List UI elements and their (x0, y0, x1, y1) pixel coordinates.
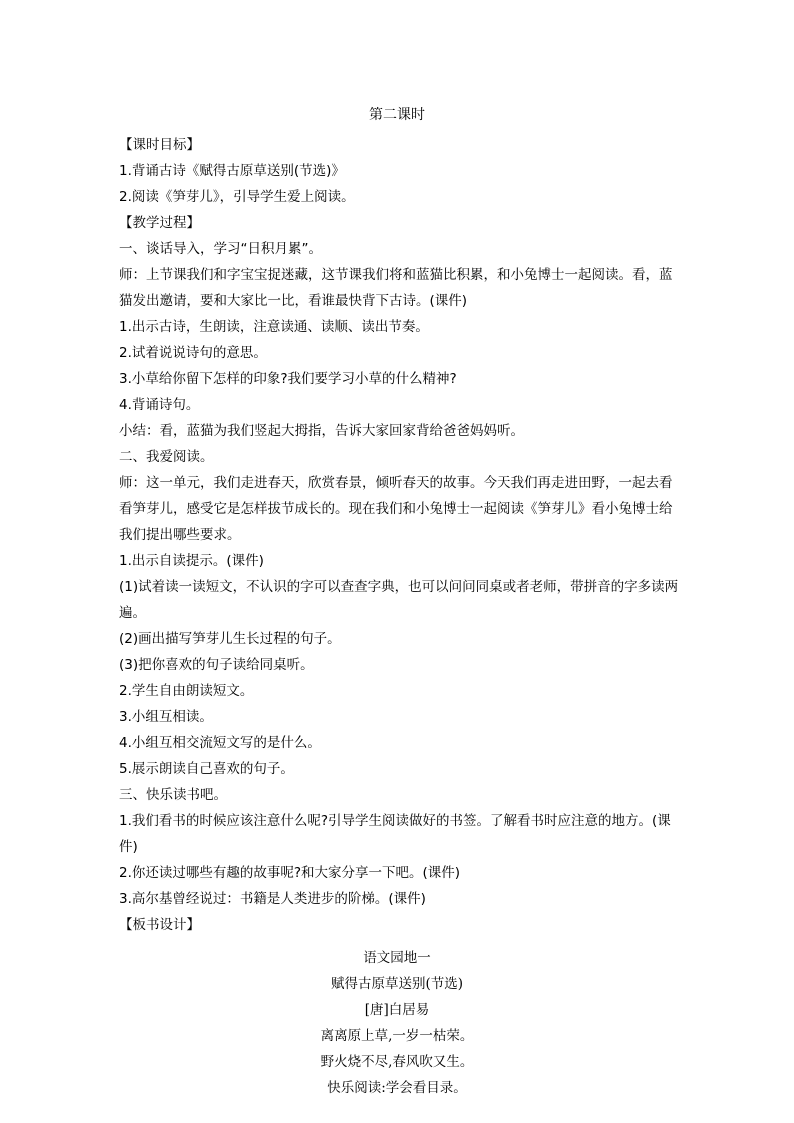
paragraph: 小结：看，蓝猫为我们竖起大拇指，告诉大家回家背给爸爸妈妈听。 (119, 423, 524, 439)
list-item: 4.背诵诗句。 (119, 397, 200, 413)
list-item: 2.学生自由朗读短文。 (119, 683, 254, 699)
list-item: 1.出示古诗，生朗读，注意读通、读顺、读出节奏。 (119, 319, 429, 335)
paragraph: 师：上节课我们和字宝宝捉迷藏，这节课我们将和蓝猫比积累，和小兔博士一起阅读。看，蓝猫发出邀请，要和大家比一比，看谁最快背下古诗。(课件) (119, 267, 673, 309)
sub-list-item: (2)画出描写笋芽儿生长过程的句子。 (119, 631, 341, 647)
list-item: 4.小组互相交流短文写的是什么。 (119, 735, 321, 751)
board-design (0, 945, 794, 1101)
list-item: 1.我们看书的时候应该注意什么呢?引导学生阅读做好的书签。了解看书时应注意的地方。(课件) (119, 813, 671, 855)
section-heading-board: 【板书设计】 (119, 917, 200, 933)
list-item: 3.小草给你留下怎样的印象?我们要学习小草的什么精神? (119, 371, 457, 387)
lesson-body (119, 132, 679, 938)
list-item: 3.高尔基曾经说过：书籍是人类进步的阶梯。(课件) (119, 891, 426, 907)
step-heading: 二、我爱阅读。 (119, 449, 214, 465)
section-heading-goals: 【课时目标】 (119, 137, 200, 153)
step-heading: 三、快乐读书吧。 (119, 787, 227, 803)
goal-item: 2.阅读《笋芽儿》，引导学生爱上阅读。 (119, 189, 355, 205)
sub-list-item: (1)试着读一读短文，不认识的字可以查查字典，也可以问问同桌或者老师，带拼音的字多读两遍。 (119, 579, 679, 621)
list-item: 1.出示自读提示。(课件) (119, 553, 264, 569)
list-item: 5.展示朗读自己喜欢的句子。 (119, 761, 294, 777)
board-author: [唐]白居易 (364, 1002, 430, 1018)
paragraph: 师：这一单元，我们走进春天，欣赏春景，倾听春天的故事。今天我们再走进田野，一起去看看笋芽儿，感受它是怎样拔节成长的。现在我们和小兔博士一起阅读《笋芽儿》看小兔博士给我们提出哪些要求。 (119, 475, 673, 543)
board-poem-title: 赋得古原草送别(节选) (330, 976, 464, 992)
board-footer: 快乐阅读:学会看目录。 (327, 1080, 467, 1096)
board-verse: 野火烧不尽,春风吹又生。 (320, 1054, 474, 1070)
goal-item: 1.背诵古诗《赋得古原草送别(节选)》 (119, 163, 345, 179)
board-heading: 语文园地一 (363, 950, 431, 966)
list-item: 3.小组互相读。 (119, 709, 213, 725)
board-verse: 离离原上草,一岁一枯荣。 (320, 1028, 474, 1044)
list-item: 2.试着说说诗句的意思。 (119, 345, 267, 361)
step-heading: 一、谈话导入，学习“日积月累”。 (119, 241, 322, 257)
section-heading-process: 【教学过程】 (119, 215, 200, 231)
sub-list-item: (3)把你喜欢的句子读给同桌听。 (119, 657, 314, 673)
page-title: 第二课时 (369, 107, 425, 123)
list-item: 2.你还读过哪些有趣的故事呢?和大家分享一下吧。(课件) (119, 865, 461, 881)
